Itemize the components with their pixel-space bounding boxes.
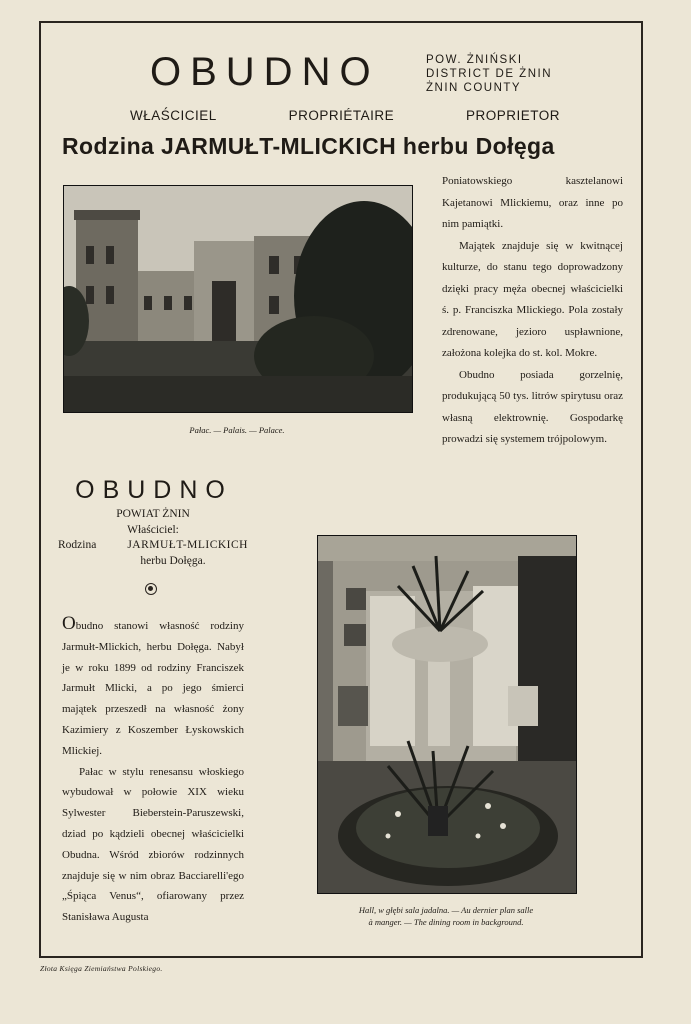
family-prefix: Rodzina <box>58 539 97 551</box>
hall-caption <box>317 904 575 928</box>
hall-photo <box>317 535 577 894</box>
page-title: OBUDNO <box>150 50 380 94</box>
right-column-text <box>442 171 623 451</box>
palace-photo <box>63 185 413 413</box>
dropcap: O <box>62 613 76 634</box>
hall-illustration <box>318 536 576 893</box>
family-row <box>58 538 248 554</box>
district-label: POWIAT ŻNIN <box>116 508 190 520</box>
owner-labels <box>130 108 560 123</box>
county-line: DISTRICT DE ŻNIN <box>426 68 553 80</box>
family-heading: Rodzina JARMUŁT-MLICKICH herbu Dołęga <box>62 133 555 159</box>
palace-caption: Pałac. — Palais. — Palace. <box>189 425 285 435</box>
owner-label: Właściciel: <box>127 523 179 536</box>
paragraph: Poniatowskiego kasztelanowi Kajetanowi Mlickiemu, oraz inne po nim pamiątki. <box>442 175 623 230</box>
county-line: POW. ŻNIŃSKI <box>426 54 523 66</box>
hall-caption-line: Hall, w głębi sala jadalna. — Au dernier plan salle <box>358 905 534 915</box>
owner-label-fr: PROPRIÉTAIRE <box>288 108 395 123</box>
hall-caption-line: à manger. — The dining room in background. <box>368 917 524 927</box>
ornament-icon <box>145 583 157 595</box>
paragraph <box>62 613 244 762</box>
owner-label-en: PROPRIETOR <box>465 108 560 123</box>
palace-illustration <box>64 186 412 412</box>
owner-label-pl: WŁAŚCICIEL <box>130 108 217 123</box>
paragraph: Pałac w stylu renesansu włoskiego wybudował w połowie XIX wieku Sylwester Bieberstein-Paruszewski, dziad po kądzieli obecnej właścicielki Obudna. Wśród zbiorów rodzinnych znajduje się w nim obraz Bacciarelli'ego „Śpiąca Venus“, ofiarowany przez Stanisława Augusta <box>62 765 244 924</box>
footer-credit: Złota Księga Ziemiaństwa Polskiego. <box>40 964 163 973</box>
family-name: JARMUŁT-MLICKICH <box>127 539 248 551</box>
section-title: OBUDNO <box>75 476 233 504</box>
paragraph-text: budno stanowi własność rodziny Jarmułt-Mlickich, herbu Dołęga. Nabył je w roku 1899 od rodziny Franciszek Jarmułt Mlicki, a po jego śmierci majątek przeszedł na własność żony Kazimiery z Koszember Łyskowskich Mlickiej. <box>62 620 244 757</box>
section-owner-info <box>58 507 248 569</box>
family-suffix: herbu Dołęga. <box>140 554 206 567</box>
county-label <box>426 53 552 95</box>
left-column-text <box>62 613 244 928</box>
paragraph: Majątek znajduje się w kwitnącej kulturze, do stanu tego doprowadzony dzięki pracy męża obecnej właścicielki ś. p. Franciszka Mlickiego. Pola zostały zdrenowane, jezioro uspławnione, założona kolejka do st. kol. Mokre. <box>442 239 623 359</box>
paragraph: Obudno posiada gorzelnię, produkującą 50 tys. litrów spirytusu oraz własną elektrownię. Gospodarkę prowadzi się systemem trójpolowym. <box>442 368 623 445</box>
county-line: ŻNIN COUNTY <box>426 82 522 94</box>
